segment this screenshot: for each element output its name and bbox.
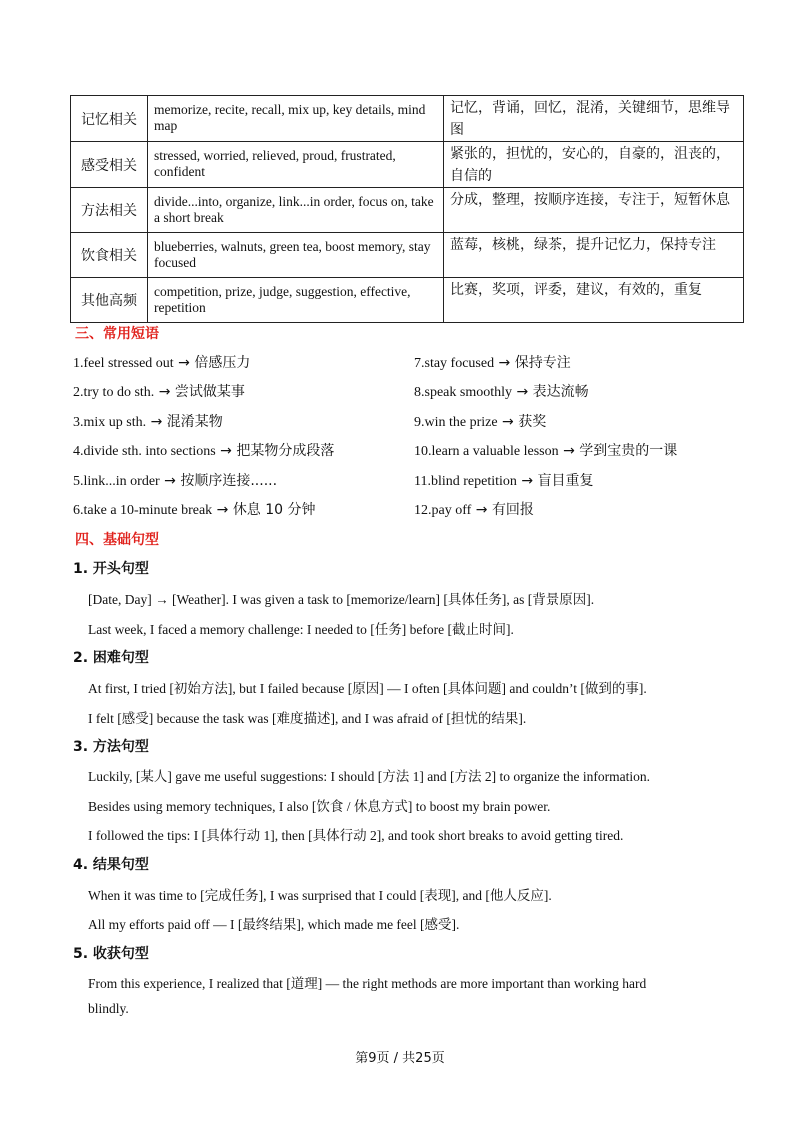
arrow-icon: → xyxy=(498,355,511,371)
sentence-pattern: At first, I tried [初始方法], but I failed because [原因] — I often [具体问题] and couldn’t [做到的事]. xyxy=(88,681,647,696)
phrase-english: 2.try to do sth. xyxy=(73,385,155,400)
sentence-group-heading: 1. 开头句型 xyxy=(73,561,149,577)
table-row xyxy=(71,142,744,188)
phrase-english: 1.feel stressed out xyxy=(73,356,174,371)
table-row xyxy=(71,278,744,323)
phrase-item xyxy=(414,411,546,431)
phrase-item xyxy=(414,470,594,490)
phrase-chinese: 倍感压力 xyxy=(194,355,251,371)
english-words-cell: competition, prize, judge, suggestion, effective, repetition xyxy=(148,278,444,323)
phrase-item xyxy=(73,440,334,460)
category-cell: 方法相关 xyxy=(71,188,148,233)
phrase-item xyxy=(73,411,223,431)
phrase-chinese: 保持专注 xyxy=(514,355,571,371)
section-title-phrases: 三、常用短语 xyxy=(75,326,159,342)
sentence-pattern: From this experience, I realized that [道理] — the right methods are more important than working hard xyxy=(88,976,647,991)
section-title-sentence-patterns: 四、基础句型 xyxy=(75,532,159,548)
vocabulary-table xyxy=(70,95,744,323)
arrow-icon: → xyxy=(563,443,575,459)
sentence-pattern: Last week, I faced a memory challenge: I needed to [任务] before [截止时间]. xyxy=(88,622,514,637)
chinese-words-cell: 蓝莓，核桃，绿茶，提升记忆力，保持专注 xyxy=(444,233,744,278)
phrase-item xyxy=(414,381,589,401)
table-row xyxy=(71,188,744,233)
phrase-item xyxy=(414,352,571,372)
arrow-icon: → xyxy=(502,414,514,430)
table-row xyxy=(71,233,744,278)
phrase-english: 6.take a 10-minute break xyxy=(73,503,213,518)
arrow-icon: → xyxy=(516,384,529,400)
phrase-chinese: 获奖 xyxy=(518,414,547,430)
category-cell: 其他高频 xyxy=(71,278,148,323)
arrow-icon: → xyxy=(150,414,163,430)
phrase-english: 9.win the prize xyxy=(414,415,498,430)
phrase-chinese: 把某物分成段落 xyxy=(236,443,335,459)
phrase-item xyxy=(73,352,250,372)
english-words-cell: stressed, worried, relieved, proud, frustrated, confident xyxy=(148,142,444,188)
phrase-chinese: 有回报 xyxy=(491,502,534,518)
arrow-icon: → xyxy=(164,473,176,489)
phrase-chinese: 按顺序连接...... xyxy=(180,473,278,489)
sentence-pattern: [Date, Day] → [Weather]. I was given a task to [memorize/learn] [具体任务], as [背景原因]. xyxy=(88,592,595,607)
sentence-group-heading: 3. 方法句型 xyxy=(73,739,149,755)
phrase-english: 8.speak smoothly xyxy=(414,385,512,400)
phrase-chinese: 尝试做某事 xyxy=(174,384,245,400)
arrow-icon: → xyxy=(158,384,171,400)
english-words-cell: divide...into, organize, link...in order, focus on, take a short break xyxy=(148,188,444,233)
phrase-chinese: 休息 10 分钟 xyxy=(232,502,316,518)
phrase-english: 4.divide sth. into sections xyxy=(73,444,216,459)
phrase-item xyxy=(414,440,677,460)
phrase-item xyxy=(414,499,534,519)
page-number: 第9页 / 共25页 xyxy=(355,1051,445,1066)
phrase-chinese: 混淆某物 xyxy=(166,414,223,430)
phrase-english: 5.link...in order xyxy=(73,474,160,489)
phrase-english: 10.learn a valuable lesson xyxy=(414,444,559,459)
arrow-icon: → xyxy=(521,473,534,489)
chinese-words-cell: 记忆，背诵，回忆，混淆，关键细节，思维导图 xyxy=(444,96,744,142)
category-cell: 饮食相关 xyxy=(71,233,148,278)
english-words-cell: memorize, recite, recall, mix up, key details, mind map xyxy=(148,96,444,142)
arrow-icon: → xyxy=(220,443,232,459)
sentence-pattern: All my efforts paid off — I [最终结果], which made me feel [感受]. xyxy=(88,917,460,932)
sentence-group-heading: 4. 结果句型 xyxy=(73,857,149,873)
arrow-icon: → xyxy=(216,502,229,518)
phrase-chinese: 盲目重复 xyxy=(537,473,594,489)
sentence-pattern: I felt [感受] because the task was [难度描述], and I was afraid of [担忧的结果]. xyxy=(88,711,527,726)
phrase-item xyxy=(73,499,316,519)
category-cell: 记忆相关 xyxy=(71,96,148,142)
phrase-english: 11.blind repetition xyxy=(414,474,517,489)
chinese-words-cell: 紧张的，担忧的，安心的，自豪的，沮丧的，自信的 xyxy=(444,142,744,188)
sentence-pattern: blindly. xyxy=(88,1001,129,1016)
sentence-pattern: I followed the tips: I [具体行动 1], then [具体行动 2], and took short breaks to avoid getting tired. xyxy=(88,828,624,843)
phrase-english: 7.stay focused xyxy=(414,356,495,371)
phrase-english: 3.mix up sth. xyxy=(73,415,147,430)
phrase-chinese: 表达流畅 xyxy=(532,384,589,400)
sentence-pattern: Luckily, [某人] gave me useful suggestions: I should [方法 1] and [方法 2] to organize the information. xyxy=(88,769,651,784)
sentence-group-heading: 2. 困难句型 xyxy=(73,650,149,666)
phrase-item xyxy=(73,470,277,490)
sentence-pattern: When it was time to [完成任务], I was surprised that I could [表现], and [他人反应]. xyxy=(88,888,552,903)
sentence-pattern: Besides using memory techniques, I also [饮食 / 休息方式] to boost my brain power. xyxy=(88,799,551,814)
chinese-words-cell: 比赛，奖项，评委，建议，有效的，重复 xyxy=(444,278,744,323)
arrow-icon: → xyxy=(475,502,488,518)
english-words-cell: blueberries, walnuts, green tea, boost memory, stay focused xyxy=(148,233,444,278)
phrase-chinese: 学到宝贵的一课 xyxy=(579,443,678,459)
chinese-words-cell: 分成，整理，按顺序连接，专注于，短暂休息 xyxy=(444,188,744,233)
arrow-icon: → xyxy=(178,355,190,371)
phrase-english: 12.pay off xyxy=(414,503,472,518)
category-cell: 感受相关 xyxy=(71,142,148,188)
table-row xyxy=(71,96,744,142)
phrase-item xyxy=(73,381,245,401)
sentence-group-heading: 5. 收获句型 xyxy=(73,946,149,962)
